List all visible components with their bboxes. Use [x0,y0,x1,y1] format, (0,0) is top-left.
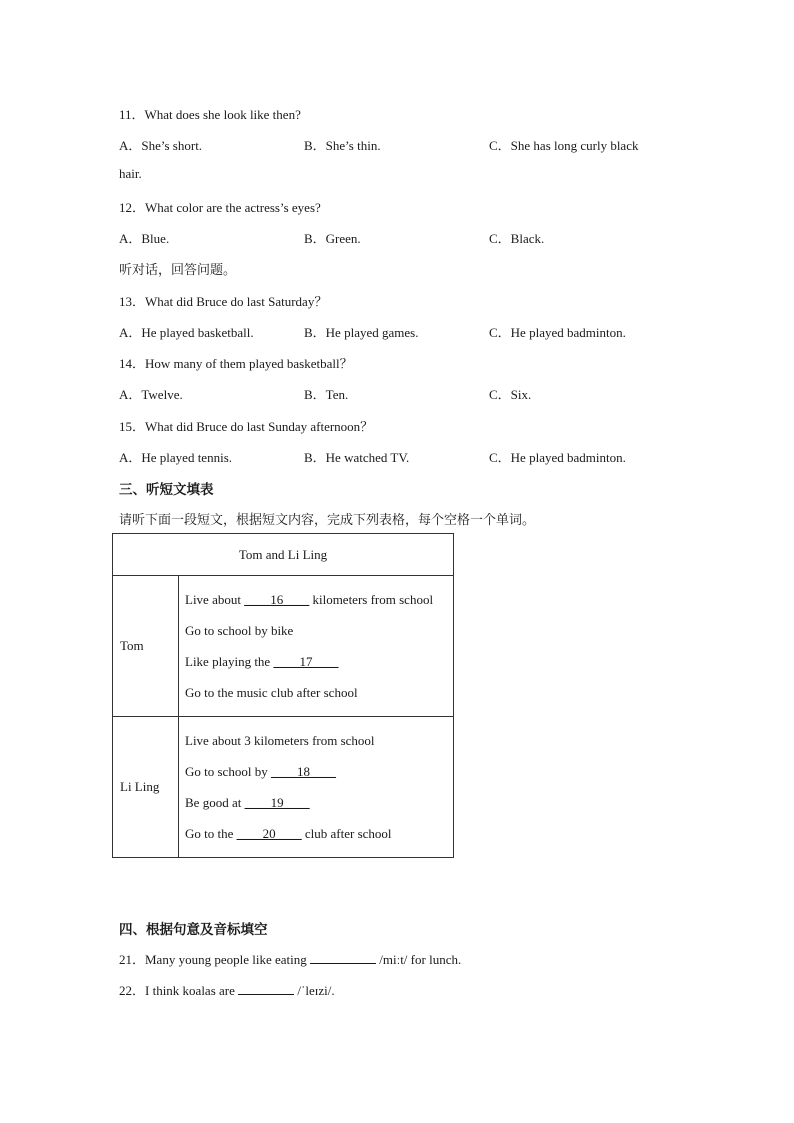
q11-option-c-continued: hair. [119,166,142,181]
section-4-heading: 四、根据句意及音标填空 [119,922,268,938]
q13-option-a: A．He played basketball. [119,325,254,340]
q15-option-a: A．He played tennis. [119,450,233,465]
section-3-instruction: 请听下面一段短文，根据短文内容，完成下列表格，每个空格一个单词。 [119,513,536,528]
question-21: 21．Many young people like eating /miːt/ for lunch. [119,952,462,967]
blank-20[interactable]: ____20____ [236,826,302,841]
row-label-tom: Tom [113,576,179,717]
tom-row-transport: Go to school by bike [185,623,294,638]
answer-blank-22[interactable] [238,982,294,995]
q15-option-b: B．He watched TV. [304,450,410,465]
q11-option-c: C．She has long curly black [489,138,639,153]
li-row-club: Go to the ____20____ club after school [185,826,392,841]
q11-option-b: B．She’s thin. [304,138,381,153]
section-3-heading: 三、听短文填表 [119,482,214,498]
q14-option-a: A．Twelve. [119,387,183,402]
q12-option-a: A．Blue. [119,231,170,246]
answer-blank-21[interactable] [310,951,376,964]
question-13: 13．What did Bruce do last Saturday？ [119,294,328,309]
q14-option-b: B．Ten. [304,387,349,402]
blank-16[interactable]: ____16____ [244,592,310,607]
row-label-li-ling: Li Ling [113,717,179,858]
tom-row-club: Go to the music club after school [185,685,358,700]
tom-row-distance: Live about ____16____ kilometers from school [185,592,434,607]
q15-option-c: C．He played badminton. [489,450,626,465]
dialog-instruction: 听对话，回答问题。 [119,263,237,278]
question-12: 12．What color are the actress’s eyes? [119,200,321,215]
li-row-skill: Be good at ____19____ [185,795,310,810]
q12-option-b: B．Green. [304,231,361,246]
li-row-distance: Live about 3 kilometers from school [185,733,375,748]
blank-18[interactable]: ____18____ [270,764,336,779]
li-row-transport: Go to school by ____18____ [185,764,336,779]
table-title: Tom and Li Ling [113,534,454,576]
question-15: 15．What did Bruce do last Sunday afternoon？ [119,419,374,434]
q11-option-a: A．She’s short. [119,138,203,153]
q12-option-c: C．Black. [489,231,545,246]
li-ling-details [179,717,454,858]
question-14: 14．How many of them played basketball？ [119,356,353,371]
q13-option-c: C．He played badminton. [489,325,626,340]
fill-in-table [112,533,454,858]
tom-row-hobby: Like playing the ____17____ [185,654,339,669]
tom-details [179,576,454,717]
q13-option-b: B．He played games. [304,325,419,340]
blank-17[interactable]: ____17____ [273,654,339,669]
question-22: 22．I think koalas are /ˈleɪzi/. [119,983,335,998]
blank-19[interactable]: ____19____ [244,795,310,810]
question-11: 11．What does she look like then? [119,107,301,122]
q14-option-c: C．Six. [489,387,532,402]
